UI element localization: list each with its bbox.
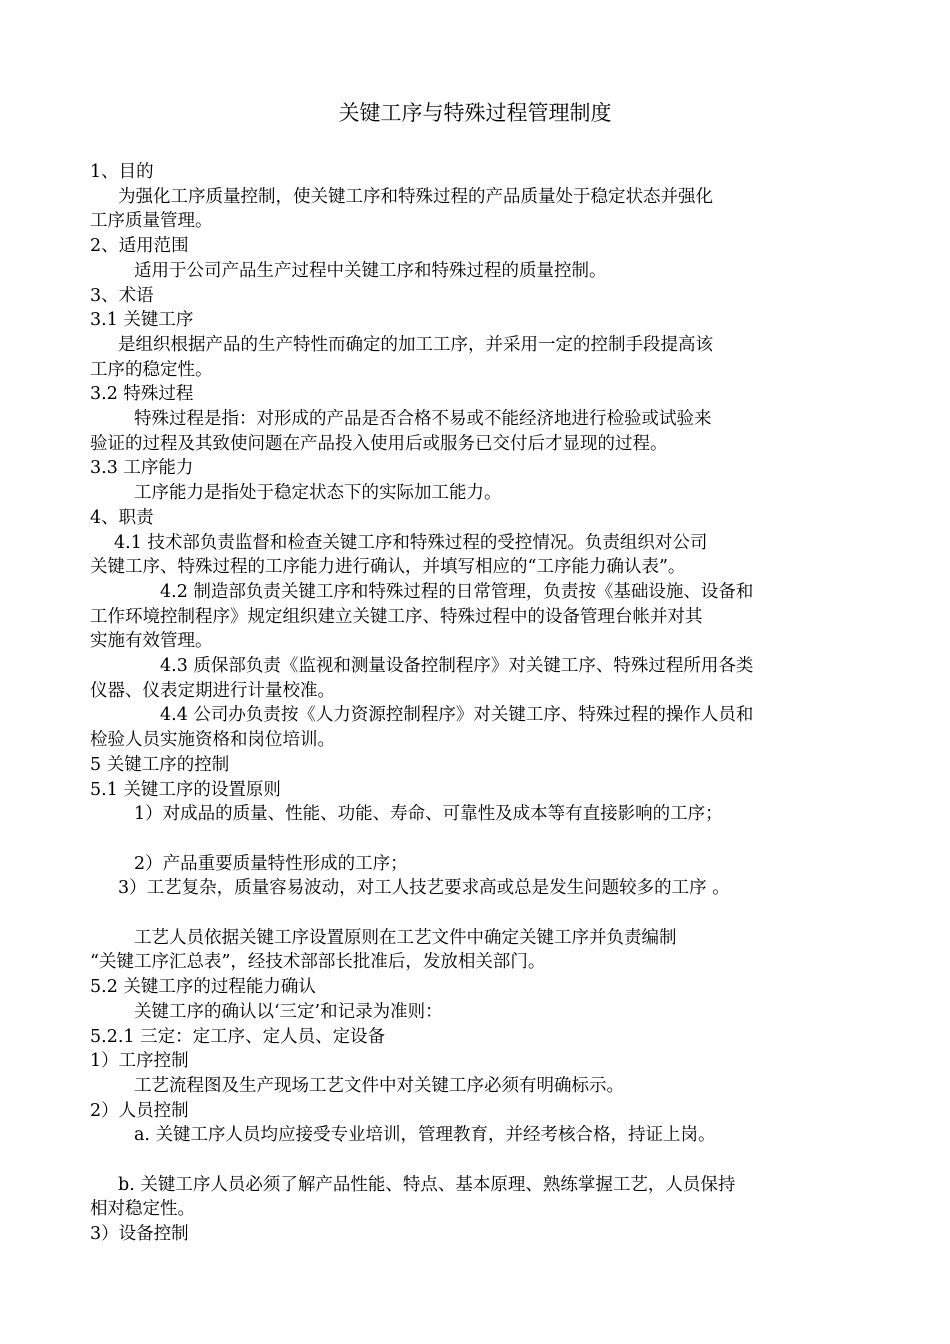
paragraph: 工艺人员依据关键工序设置原则在工艺文件中确定关键工序并负责编制 [134, 927, 677, 948]
section-heading: 2、适用范围 [90, 236, 189, 257]
blank-line [90, 901, 880, 926]
subsection-heading: 3.1 关键工序 [90, 310, 194, 331]
subsection-heading: 5.2 关键工序的过程能力确认 [90, 977, 316, 998]
paragraph: 工序能力是指处于稳定状态下的实际加工能力。 [134, 483, 502, 504]
subsection-heading: 5.1 关键工序的设置原则 [90, 779, 281, 800]
subsection-heading: 3.2 特殊过程 [90, 384, 194, 405]
item-heading: 2）人员控制 [90, 1100, 189, 1121]
paragraph: 特殊过程是指：对形成的产品是否合格不易或不能经济地进行检验或试验来 [134, 409, 712, 430]
section-heading: 4、职责 [90, 507, 154, 528]
paragraph: 验证的过程及其致使问题在产品投入使用后或服务已交付后才显现的过程。 [90, 433, 668, 454]
paragraph: 检验人员实施资格和岗位培训。 [90, 730, 335, 751]
paragraph: 工序质量管理。 [90, 211, 213, 232]
item-heading: 1）工序控制 [90, 1051, 189, 1072]
section-heading: 1、目的 [90, 162, 154, 182]
item-heading: 3）设备控制 [90, 1224, 189, 1245]
paragraph: 关键工序、特殊过程的工序能力进行确认，并填写相应的“工序能力确认表”。 [90, 557, 686, 578]
paragraph: a. 关键工序人员均应接受专业培训，管理教育，并经考核合格，持证上岗。 [134, 1125, 716, 1146]
paragraph: 实施有效管理。 [90, 631, 213, 652]
section-heading: 3、术语 [90, 285, 154, 306]
document-title: 关键工序与特殊过程管理制度 [338, 101, 612, 125]
list-item: 3）工艺复杂，质量容易波动，对工人技艺要求高或总是发生问题较多的工序 。 [118, 878, 730, 899]
subsection-heading: 5.2.1 三定：定工序、定人员、定设备 [90, 1026, 386, 1047]
paragraph: b. 关键工序人员必须了解产品性能、特点、基本原理、熟练掌握工艺，人员保持 [118, 1174, 736, 1195]
paragraph: 工序的稳定性。 [90, 359, 213, 380]
paragraph: 工艺流程图及生产现场工艺文件中对关键工序必须有明确标示。 [134, 1075, 624, 1096]
paragraph: “关键工序汇总表”，经技术部部长批准后，发放相关部门。 [90, 952, 546, 973]
paragraph: 仪器、仪表定期进行计量校准。 [90, 680, 335, 701]
paragraph: 为强化工序质量控制，使关键工序和特殊过程的产品质量处于稳定状态并强化 [118, 186, 713, 207]
blank-line [90, 1148, 880, 1173]
paragraph: 4.3 质保部负责《监视和测量设备控制程序》对关键工序、特殊过程所用各类 [160, 656, 754, 677]
section-heading: 5 关键工序的控制 [90, 754, 230, 775]
paragraph: 是组织根据产品的生产特性而确定的加工工序，并采用一定的控制手段提高该 [118, 334, 713, 355]
paragraph: 相对稳定性。 [90, 1199, 195, 1220]
list-item: 1）对成品的质量、性能、功能、寿命、可靠性及成本等有直接影响的工序； [134, 804, 723, 825]
blank-line [90, 827, 880, 852]
list-item: 2）产品重要质量特性形成的工序； [134, 853, 408, 874]
paragraph: 4.2 制造部负责关键工序和特殊过程的日常管理，负责按《基础设施、设备和 [160, 581, 754, 602]
subsection-heading: 3.3 工序能力 [90, 458, 194, 479]
paragraph: 适用于公司产品生产过程中关键工序和特殊过程的质量控制。 [134, 260, 607, 281]
paragraph: 4.4 公司办负责按《人力资源控制程序》对关键工序、特殊过程的操作人员和 [160, 705, 754, 726]
paragraph: 4.1 技术部负责监督和检查关键工序和特殊过程的受控情况。负责组织对公司 [114, 532, 708, 553]
paragraph: 工作环境控制程序》规定组织建立关键工序、特殊过程中的设备管理台帐并对其 [90, 606, 703, 627]
paragraph: 关键工序的确认以‘三定’和记录为准则： [134, 1001, 443, 1022]
document-body [90, 160, 880, 1247]
